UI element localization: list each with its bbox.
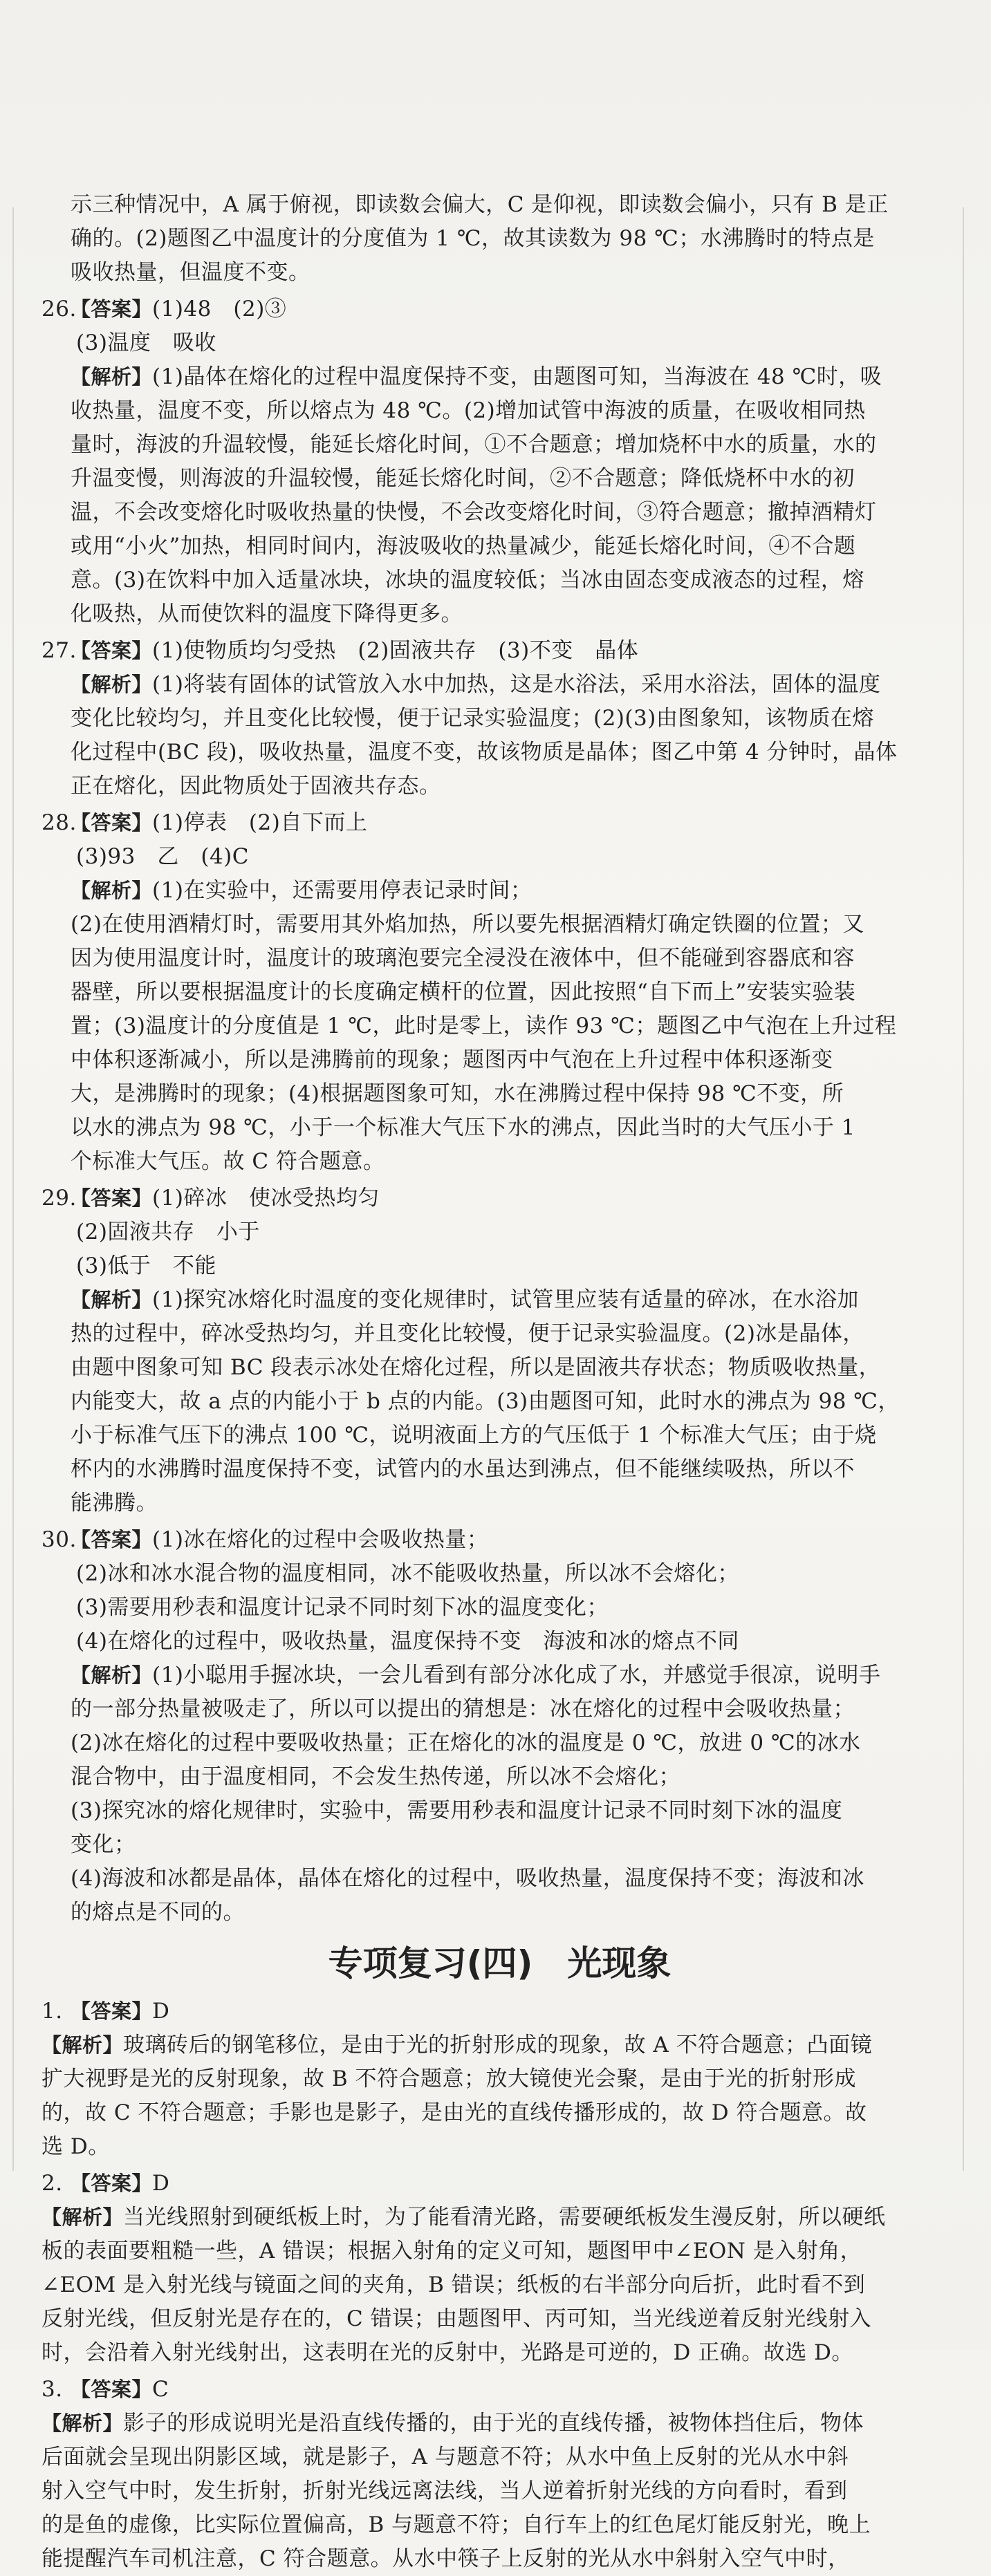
label-tag: 【解析】	[71, 1663, 153, 1687]
line-text: (3)探究冰的熔化规律时，实验中，需要用秒表和温度计记录不同时刻下冰的温度	[71, 1798, 843, 1823]
line-text: 玻璃砖后的钢笔移位，是由于光的折射形成的现象，故 A 不符合题意；凸面镜	[123, 2033, 873, 2057]
label-tag: 【解析】	[71, 365, 153, 389]
text-line	[41, 1249, 958, 1283]
text-line	[41, 1419, 958, 1453]
line-text: 意。(3)在饮料中加入适量冰块，冰块的温度较低；当冰由固态变成液态的过程，熔	[71, 568, 864, 592]
label-tag: 【答案】	[71, 2378, 153, 2401]
text-line	[41, 188, 958, 222]
line-text: 杯内的水沸腾时温度保持不变，试管内的水虽达到沸点，但不能继续吸热，所以不	[71, 1457, 855, 1482]
text-line	[41, 1591, 958, 1625]
line-text: 大，是沸腾时的现象；(4)根据题图象可知，水在沸腾过程中保持 98 ℃不变，所	[71, 1081, 844, 1106]
line-text: 升温变慢，则海波的升温较慢，能延长熔化时间，②不合题意；降低烧杯中水的初	[71, 466, 855, 491]
answer-content	[41, 188, 958, 2576]
line-text: 示三种情况中，A 属于俯视，即读数会偏大，C 是仰视，即读数会偏小，只有 B 是正	[71, 192, 889, 217]
line-text: 混合物中，由于温度相同，不会发生热传递，所以冰不会熔化；	[71, 1764, 680, 1789]
text-line	[41, 360, 958, 394]
text-line	[41, 668, 958, 702]
label-tag: 【答案】	[71, 1186, 153, 1210]
label-tag: 【解析】	[71, 879, 153, 902]
question-answer-line	[41, 292, 958, 326]
text-line	[41, 1557, 958, 1591]
line-text: 后面就会呈现出阴影区域，就是影子，A 与题意不符；从水中鱼上反射的光从水中斜	[41, 2445, 849, 2470]
text-line	[41, 1215, 958, 1249]
line-text: D	[152, 1999, 170, 2024]
text-line	[41, 1351, 958, 1385]
label-tag: 【解析】	[41, 2033, 124, 2057]
line-text: (3)低于 不能	[76, 1253, 216, 1278]
text-line	[41, 2474, 958, 2508]
question-number: 3.	[41, 2377, 63, 2402]
line-text: 小于标准气压下的沸点 100 ℃，说明液面上方的气压低于 1 个标准大气压；由于烧	[71, 1423, 877, 1448]
answers-block-thermal	[41, 188, 958, 1930]
text-line	[41, 1625, 958, 1659]
text-line	[41, 840, 958, 874]
text-line	[41, 1862, 958, 1896]
question-number: 1.	[41, 1999, 63, 2024]
line-text: 收热量，温度不变，所以熔点为 48 ℃。(2)增加试管中海波的质量，在吸收相同热	[71, 398, 866, 423]
line-text: 内能变大，故 a 点的内能小于 b 点的内能。(3)由题图可知，此时水的沸点为 98 ℃，	[71, 1389, 900, 1414]
text-line	[41, 1659, 958, 1692]
line-text: 选 D。	[41, 2134, 110, 2159]
question-answer-line	[41, 1523, 958, 1557]
line-text: (2)冰和冰水混合物的温度相同，冰不能吸收热量，所以冰不会熔化；	[76, 1561, 739, 1586]
text-line	[41, 2508, 958, 2542]
label-tag: 【答案】	[71, 297, 153, 321]
text-line	[41, 2336, 958, 2370]
line-text: C	[152, 2377, 169, 2402]
line-text: 的，故 C 不符合题意；手影也是影子，是由光的直线传播形成的，故 D 符合题意。故	[41, 2100, 867, 2125]
line-text: (2)固液共存 小于	[76, 1220, 260, 1244]
text-line	[41, 1896, 958, 1930]
text-line	[41, 1453, 958, 1486]
line-text: 能沸腾。	[71, 1491, 158, 1515]
text-line	[41, 1283, 958, 1317]
label-tag: 【答案】	[71, 1528, 153, 1551]
label-tag: 【解析】	[41, 2411, 124, 2435]
line-text: 中体积逐渐减小，所以是沸腾前的现象；题图丙中气泡在上升过程中体积逐渐变	[71, 1047, 833, 1072]
text-line	[41, 2062, 958, 2096]
label-tag: 【答案】	[71, 639, 153, 662]
question-answer-line	[41, 1182, 958, 1215]
line-text: 板的表面要粗糙一些，A 错误；根据入射角的定义可知，题图甲中∠EON 是入射角，	[41, 2239, 862, 2264]
text-line	[41, 462, 958, 496]
line-text: 的熔点是不同的。	[71, 1900, 245, 1925]
text-line	[41, 2268, 958, 2302]
line-text: 个标准大气压。故 C 符合题意。	[71, 1149, 385, 1174]
question-number: 2.	[41, 2171, 63, 2196]
label-tag: 【解析】	[41, 2205, 124, 2229]
line-text: ∠EOM 是入射光线与镜面之间的夹角，B 错误；纸板的右半部分向后折，此时看不到	[41, 2272, 866, 2297]
line-text: (3)93 乙 (4)C	[76, 844, 249, 869]
line-text: 化过程中(BC 段)，吸收热量，温度不变，故该物质是晶体；图乙中第 4 分钟时，晶体	[71, 740, 898, 765]
line-text: 反射光线，但反射光是存在的，C 错误；由题图甲、丙可知，当光线逆着反射光线射入	[41, 2306, 872, 2331]
text-line	[41, 1385, 958, 1419]
line-text: (4)在熔化的过程中，吸收热量，温度保持不变 海波和冰的熔点不同	[76, 1629, 739, 1654]
line-text: (2)在使用酒精灯时，需要用其外焰加热，所以要先根据酒精灯确定铁圈的位置；又	[71, 912, 864, 937]
question-answer-line	[41, 1995, 958, 2028]
text-line	[41, 2028, 958, 2062]
text-line	[41, 1111, 958, 1145]
text-line	[41, 530, 958, 563]
text-line	[41, 2440, 958, 2474]
label-tag: 【答案】	[71, 811, 153, 834]
question-number: 26.	[41, 297, 77, 321]
question-number: 30.	[41, 1527, 77, 1552]
line-text: (1)使物质均匀受热 (2)固液共存 (3)不变 晶体	[152, 638, 639, 663]
line-text: (3)温度 吸收	[76, 330, 216, 355]
line-text: 能提醒汽车司机注意，C 符合题意。从水中筷子上反射的光从水中斜射入空气中时，	[41, 2546, 850, 2571]
label-tag: 【解析】	[71, 673, 153, 696]
line-text: 的一部分热量被吸走了，所以可以提出的猜想是：冰在熔化的过程中会吸收热量；	[71, 1697, 855, 1721]
text-line	[41, 1760, 958, 1794]
line-text: 置；(3)温度计的分度值是 1 ℃，此时是零上，读作 93 ℃；题图乙中气泡在上升过程	[71, 1014, 897, 1038]
text-line	[41, 2542, 958, 2576]
text-line	[41, 1009, 958, 1043]
text-line	[41, 563, 958, 597]
answers-block-optics	[41, 1995, 958, 2576]
text-line	[41, 2234, 958, 2268]
text-line	[41, 1828, 958, 1862]
text-line	[41, 942, 958, 976]
text-line	[41, 1726, 958, 1760]
page-border-left	[12, 207, 14, 2171]
question-answer-line	[41, 806, 958, 840]
text-line	[41, 736, 958, 769]
line-text: 正在熔化，因此物质处于固液共存态。	[71, 774, 441, 799]
line-text: (1)小聪用手握冰块，一会儿看到有部分冰化成了水，并感觉手很凉，说明手	[152, 1663, 881, 1688]
line-text: (1)晶体在熔化的过程中温度保持不变，由题图可知，当海波在 48 ℃时，吸	[152, 364, 882, 389]
label-tag: 【答案】	[71, 2172, 153, 2195]
line-text: 扩大视野是光的反射现象，故 B 不符合题意；放大镜使光会聚，是由于光的折射形成	[41, 2066, 856, 2091]
text-line	[41, 326, 958, 360]
line-text: 变化；	[71, 1832, 136, 1857]
text-line	[41, 908, 958, 942]
line-text: 器壁，所以要根据温度计的长度确定横杆的位置，因此按照“自下而上”安装实验装	[71, 980, 856, 1005]
line-text: (3)需要用秒表和温度计记录不同时刻下冰的温度变化；	[76, 1595, 609, 1620]
text-line	[41, 1145, 958, 1179]
line-text: 的是鱼的虚像，比实际位置偏高，B 与题意不符；自行车上的红色尾灯能反射光，晚上	[41, 2512, 871, 2537]
text-line	[41, 1794, 958, 1828]
label-tag: 【答案】	[71, 1999, 153, 2023]
text-line	[41, 222, 958, 256]
text-line	[41, 2302, 958, 2336]
question-number: 29.	[41, 1186, 77, 1211]
text-line	[41, 1486, 958, 1520]
line-text: 或用“小火”加热，相同时间内，海波吸收的热量减少，能延长熔化时间，④不合题	[71, 534, 856, 559]
text-line	[41, 496, 958, 530]
text-line	[41, 394, 958, 428]
question-answer-line	[41, 634, 958, 668]
text-line	[41, 2201, 958, 2234]
line-text: 当光线照射到硬纸板上时，为了能看清光路，需要硬纸板发生漫反射，所以硬纸	[123, 2205, 886, 2230]
line-text: (2)冰在熔化的过程中要吸收热量；正在熔化的冰的温度是 0 ℃，放进 0 ℃的冰水	[71, 1730, 861, 1755]
text-line	[41, 2407, 958, 2440]
text-line	[41, 769, 958, 803]
line-text: 射入空气中时，发生折射，折射光线远离法线，当人逆着折射光线的方向看时，看到	[41, 2479, 848, 2503]
question-number: 28.	[41, 810, 77, 835]
section-title: 专项复习(四) 光现象	[328, 1943, 672, 1984]
line-text: 温，不会改变熔化时吸收热量的快慢，不会改变熔化时间，③符合题意；撤掉酒精灯	[71, 500, 877, 525]
line-text: 吸收热量，但温度不变。	[71, 260, 311, 285]
line-text: 由题中图象可知 BC 段表示冰处在熔化过程，所以是固液共存状态；物质吸收热量，	[71, 1355, 881, 1380]
line-text: 确的。(2)题图乙中温度计的分度值为 1 ℃，故其读数为 98 ℃；水沸腾时的特点是	[71, 226, 875, 251]
text-line	[41, 976, 958, 1009]
text-line	[41, 256, 958, 290]
line-text: 化吸热，从而使饮料的温度下降得更多。	[71, 601, 463, 626]
label-tag: 【解析】	[71, 1288, 153, 1312]
line-text: 热的过程中，碎冰受热均匀，并且变化比较慢，便于记录实验温度。(2)冰是晶体，	[71, 1321, 864, 1346]
line-text: (1)冰在熔化的过程中会吸收热量；	[152, 1527, 489, 1552]
line-text: 变化比较均匀，并且变化比较慢，便于记录实验温度；(2)(3)由图象知，该物质在熔	[71, 706, 874, 731]
text-line	[41, 597, 958, 631]
line-text: D	[152, 2171, 170, 2196]
line-text: (1)在实验中，还需要用停表记录时间；	[152, 878, 532, 903]
line-text: 因为使用温度计时，温度计的玻璃泡要完全浸没在液体中，但不能碰到容器底和容	[71, 946, 855, 971]
line-text: 以水的沸点为 98 ℃，小于一个标准大气压下水的沸点，因此当时的大气压小于 1	[71, 1115, 855, 1140]
line-text: (1)探究冰熔化时温度的变化规律时，试管里应装有适量的碎冰，在水浴加	[152, 1287, 859, 1312]
line-text: (1)停表 (2)自下而上	[152, 810, 368, 835]
text-line	[41, 2130, 958, 2164]
line-text: 时，会沿着入射光线射出，这表明在光的反射中，光路是可逆的，D 正确。故选 D。	[41, 2340, 853, 2365]
text-line	[41, 1317, 958, 1351]
line-text: 影子的形成说明光是沿直线传播的，由于光的直线传播，被物体挡住后，物体	[123, 2411, 864, 2436]
text-line	[41, 874, 958, 908]
line-text: (1)将装有固体的试管放入水中加热，这是水浴法，采用水浴法，固体的温度	[152, 672, 881, 697]
question-number: 27.	[41, 638, 77, 663]
text-line	[41, 1043, 958, 1077]
text-line	[41, 702, 958, 736]
question-answer-line	[41, 2167, 958, 2201]
line-text: (1)48 (2)③	[152, 297, 287, 321]
text-line	[41, 1692, 958, 1726]
question-answer-line	[41, 2373, 958, 2407]
line-text: (1)碎冰 使冰受热均匀	[152, 1186, 380, 1211]
line-text: 量时，海波的升温较慢，能延长熔化时间，①不合题意；增加烧杯中水的质量，水的	[71, 432, 877, 457]
line-text: (4)海波和冰都是晶体，晶体在熔化的过程中，吸收热量，温度保持不变；海波和冰	[71, 1866, 864, 1891]
text-line	[41, 428, 958, 462]
page-border-right	[963, 207, 964, 2171]
text-line	[41, 1077, 958, 1111]
text-line	[41, 2096, 958, 2130]
